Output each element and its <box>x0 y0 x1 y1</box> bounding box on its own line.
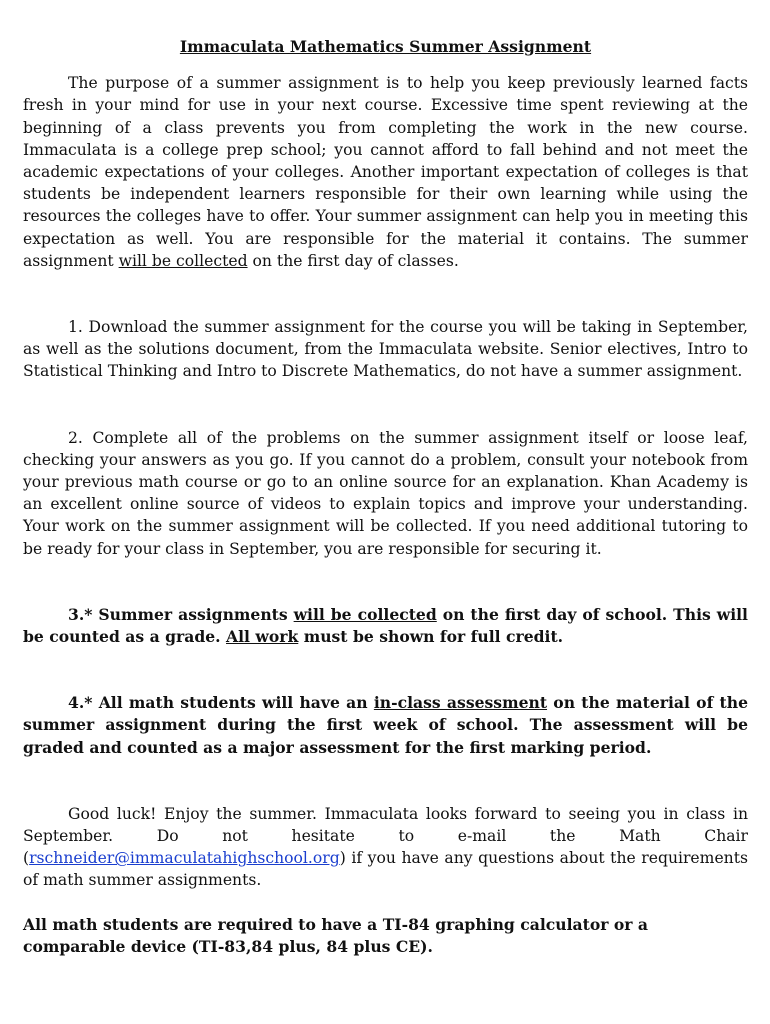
document-title: Immaculata Mathematics Summer Assignment <box>179 37 592 56</box>
intro-paragraph <box>23 72 748 272</box>
item-3-underlined-2: All work <box>226 627 299 647</box>
item-1-paragraph: 1. Download the summer assignment for the course you will be taking in September, as well as the solutions document, from the Immaculata website. Senior electives, Intro to Statistical Thinking and Intro to Discrete Mathematics, do not have a summer assignment. <box>23 318 748 381</box>
closing-paragraph <box>23 803 748 892</box>
item-4-underlined: in-class assessment <box>373 693 548 713</box>
item-3-paragraph <box>23 604 748 648</box>
item-3-prefix: 3.* Summer assignments <box>68 604 294 624</box>
calculator-requirement: All math students are required to have a TI-84 graphing calculator or a comparable device (TI-83,84 plus, 84 plus CE). <box>23 914 649 956</box>
closing-text-1: Good luck! Enjoy the summer. Immaculata looks forward to seeing you in class in September. Do not hesitate to e-mail the Math Chair ( <box>23 804 748 868</box>
intro-underlined: will be collected <box>118 251 248 270</box>
item-2-paragraph: 2. Complete all of the problems on the summer assignment itself or loose leaf, checking your answers as you go. If you cannot do a problem, consult your notebook from your previous math course or go to an online source for an explanation. Khan Academy is an excellent online source of videos to explain topics and improve your understanding. Your work on the summer assignment will be collected. If you need additional tutoring to be ready for your class in September, you are responsible for securing it. <box>23 428 748 558</box>
intro-text-2: on the first day of classes. <box>247 251 459 270</box>
item-4-prefix: 4.* All math students will have an <box>68 693 374 713</box>
closing-text-2: ) if you have any questions about the requirements of math summer assignments. <box>23 849 748 890</box>
item-3-middle: on the first day of school. This will be counted as a grade. <box>23 604 748 647</box>
item-4-paragraph <box>23 692 748 759</box>
math-chair-email-link[interactable]: rschneider@immaculatahighschool.org <box>29 849 340 868</box>
intro-text-1: The purpose of a summer assignment is to help you keep previously learned facts fresh in your mind for use in your next course. Excessive time spent reviewing at the beginning of a class prevents you from completing the work in the new course. Immaculata is a college prep school; you cannot afford to fall behind and not meet the academic expectations of your colleges. Another important expectation of colleges is that students be independent learners responsible for their own learning while using the resources the colleges have to offer. Your summer assignment can help you in meeting this expectation as well. You are responsible for the material it contains. The summer assignment <box>23 74 748 270</box>
document-page <box>23 36 748 958</box>
item-4-suffix: on the material of the summer assignment during the first week of school. The assessment will be graded and counted as a major assessment for the first marking period. <box>23 693 748 757</box>
item-3-suffix: must be shown for full credit. <box>298 627 564 647</box>
item-3-underlined-1: will be collected <box>293 604 437 624</box>
